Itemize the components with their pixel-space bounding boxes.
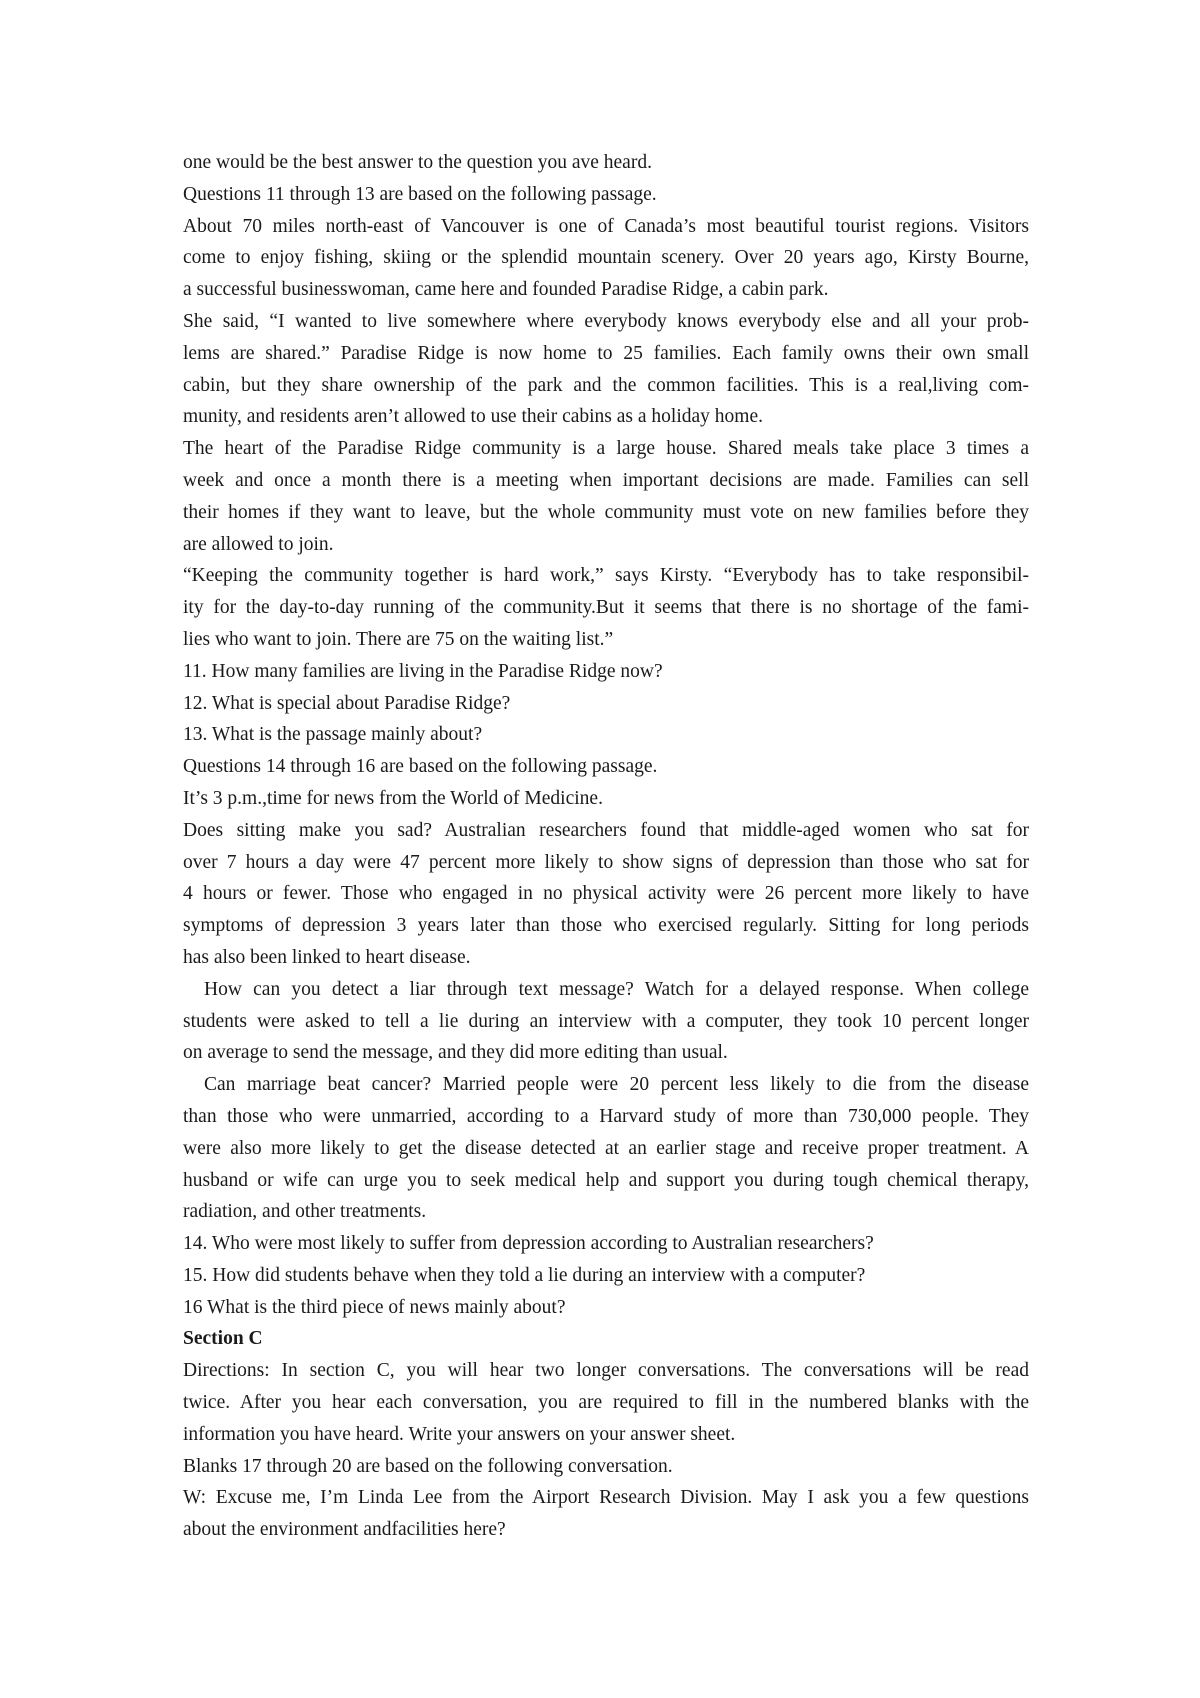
text-line: lems are shared.” Paradise Ridge is now home to 25 families. Each family owns their own small [183,342,1029,364]
text-line: one would be the best answer to the question you ave heard. [183,152,652,173]
text-line: Directions: In section C, you will hear two longer conversations. The conversations will be read [183,1360,1029,1382]
text-line: Blanks 17 through 20 are based on the following conversation. [183,1455,673,1477]
text-line: twice. After you hear each conversation, you are required to fill in the numbered blanks with the [183,1392,1029,1414]
text-line: a successful businesswoman, came here and founded Paradise Ridge, a cabin park. [183,279,829,301]
text-line: The heart of the Paradise Ridge community is a large house. Shared meals take place 3 times a [183,438,1029,460]
text-line: cabin, but they share ownership of the park and the common facilities. This is a real,living com- [183,374,1029,396]
text-line: About 70 miles north-east of Vancouver is one of Canada’s most beautiful tourist regions. Visitors [183,215,1029,237]
text-line: 15. How did students behave when they told a lie during an interview with a computer? [183,1264,866,1286]
text-line: W: Excuse me, I’m Linda Lee from the Airport Research Division. May I ask you a few questions [183,1487,1029,1509]
text-line: were also more likely to get the disease detected at an earlier stage and receive proper treatment. A [183,1137,1029,1159]
text-line: How can you detect a liar through text message? Watch for a delayed response. When college [204,978,1029,1000]
text-line: information you have heard. Write your answers on your answer sheet. [183,1423,736,1445]
text-line: 13. What is the passage mainly about? [183,724,483,746]
text-line: 11. How many families are living in the Paradise Ridge now? [183,660,663,682]
text-line: Questions 14 through 16 are based on the following passage. [183,756,658,778]
text-line: 14. Who were most likely to suffer from depression according to Australian researchers? [183,1233,874,1255]
text-line: lies who want to join. There are 75 on the waiting list.” [183,628,614,650]
text-line: students were asked to tell a lie during an interview with a computer, they took 10 percent longer [183,1010,1029,1032]
text-line: about the environment andfacilities here? [183,1519,506,1541]
text-line: come to enjoy fishing, skiing or the splendid mountain scenery. Over 20 years ago, Kirsty Bourne, [183,247,1029,269]
text-line: than those who were unmarried, according to a Harvard study of more than 730,000 people. They [183,1105,1029,1127]
text-line: on average to send the message, and they did more editing than usual. [183,1042,728,1064]
text-line: radiation, and other treatments. [183,1201,427,1223]
text-line: their homes if they want to leave, but the whole community must vote on new families before they [183,501,1029,523]
text-line: munity, and residents aren’t allowed to use their cabins as a holiday home. [183,406,763,428]
section-heading: Section C [183,1328,263,1350]
text-line: ity for the day-to-day running of the community.But it seems that there is no shortage of the fami- [183,597,1029,619]
text-line: “Keeping the community together is hard work,” says Kirsty. “Everybody has to take responsibil- [183,565,1029,587]
document-page [183,147,1029,1546]
text-line: 4 hours or fewer. Those who engaged in no physical activity were 26 percent more likely to have [183,883,1029,905]
text-line: 16 What is the third piece of news mainly about? [183,1296,566,1318]
text-line: week and once a month there is a meeting when important decisions are made. Families can sell [183,469,1029,491]
text-line: over 7 hours a day were 47 percent more likely to show signs of depression than those who sat for [183,851,1029,873]
text-line: It’s 3 p.m.,time for news from the World of Medicine. [183,787,603,809]
text-line: Does sitting make you sad? Australian researchers found that middle-aged women who sat for [183,819,1029,841]
text-line: Can marriage beat cancer? Married people were 20 percent less likely to die from the disease [204,1074,1029,1096]
text-line: She said, “I wanted to live somewhere where everybody knows everybody else and all your prob- [183,310,1029,332]
text-line: husband or wife can urge you to seek medical help and support you during tough chemical therapy, [183,1169,1029,1191]
text-line: symptoms of depression 3 years later than those who exercised regularly. Sitting for long periods [183,915,1029,937]
text-line: are allowed to join. [183,533,334,555]
text-line: Questions 11 through 13 are based on the following passage. [183,183,657,205]
text-line: has also been linked to heart disease. [183,946,471,968]
text-line: 12. What is special about Paradise Ridge? [183,692,511,714]
